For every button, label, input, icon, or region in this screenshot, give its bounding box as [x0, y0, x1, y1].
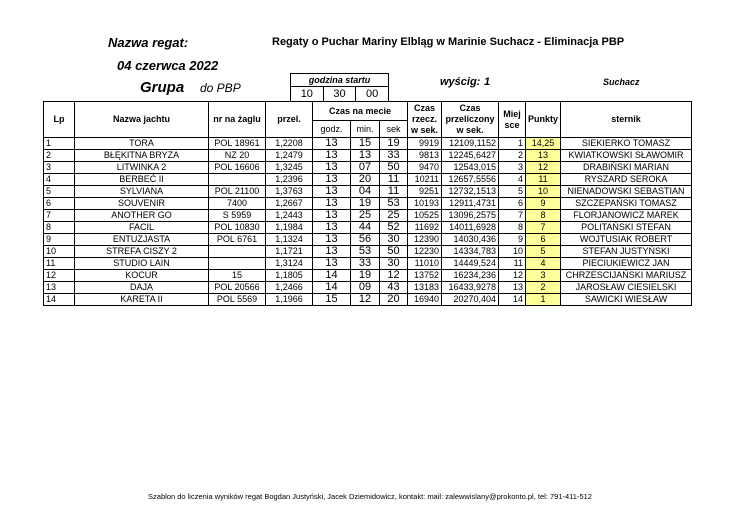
- row-helm: POLITAŃSKI STEFAN: [561, 222, 692, 234]
- row-lp: 4: [44, 174, 75, 186]
- row-yacht-name: BŁĘKITNA BRYZA: [75, 150, 209, 162]
- row-real-time: 11692: [408, 222, 442, 234]
- row-conversion: 1,2396: [266, 174, 313, 186]
- row-yacht-name: KARETA II: [75, 294, 209, 306]
- row-helm: SZCZEPAŃSKI TOMASZ: [561, 198, 692, 210]
- col-yacht-name: Nazwa jachtu: [75, 102, 209, 138]
- row-minutes: 53: [351, 246, 380, 258]
- row-conversion: 1,1324: [266, 234, 313, 246]
- row-sail-number: POL 5569: [209, 294, 266, 306]
- heat-number: 1: [484, 76, 491, 88]
- row-yacht-name: LITWINKA 2: [75, 162, 209, 174]
- row-place: 6: [499, 198, 526, 210]
- row-seconds: 25: [380, 210, 408, 222]
- row-lp: 11: [44, 258, 75, 270]
- col-corrected-time: Czas przeliczony w sek.: [442, 102, 499, 138]
- row-real-time: 13752: [408, 270, 442, 282]
- row-place: 9: [499, 234, 526, 246]
- row-helm: PIECIUKIEWICZ JAN: [561, 258, 692, 270]
- row-seconds: 43: [380, 282, 408, 294]
- row-minutes: 07: [351, 162, 380, 174]
- row-seconds: 50: [380, 246, 408, 258]
- row-real-time: 11010: [408, 258, 442, 270]
- row-real-time: 9251: [408, 186, 442, 198]
- row-yacht-name: SYLVIANA: [75, 186, 209, 198]
- row-place: 4: [499, 174, 526, 186]
- table-row: [44, 246, 692, 258]
- row-place: 14: [499, 294, 526, 306]
- row-corrected-time: 12911,4731: [442, 198, 499, 210]
- table-row: [44, 234, 692, 246]
- row-minutes: 15: [351, 138, 380, 150]
- row-conversion: 1,1984: [266, 222, 313, 234]
- table-row: [44, 174, 692, 186]
- race-name-label: Nazwa regat:: [108, 35, 189, 50]
- table-row: [44, 198, 692, 210]
- row-sail-number: [209, 246, 266, 258]
- col-place: Miej sce: [499, 102, 526, 138]
- row-hours: 13: [313, 210, 351, 222]
- col-time-on-course: Czas na mecie: [313, 102, 408, 121]
- row-conversion: 1,2466: [266, 282, 313, 294]
- row-corrected-time: 12109,1152: [442, 138, 499, 150]
- row-minutes: 12: [351, 294, 380, 306]
- row-helm: KWIATKOWSKI SŁAWOMIR: [561, 150, 692, 162]
- row-hours: 13: [313, 222, 351, 234]
- row-lp: 6: [44, 198, 75, 210]
- row-hours: 13: [313, 174, 351, 186]
- row-corrected-time: 16433,9278: [442, 282, 499, 294]
- row-yacht-name: SOUVENIR: [75, 198, 209, 210]
- row-sail-number: NZ 20: [209, 150, 266, 162]
- row-real-time: 12390: [408, 234, 442, 246]
- start-second: 00: [356, 87, 389, 102]
- table-row: [44, 150, 692, 162]
- row-place: 10: [499, 246, 526, 258]
- row-yacht-name: DAJA: [75, 282, 209, 294]
- start-time-label: godzina startu: [291, 74, 389, 87]
- row-sail-number: 15: [209, 270, 266, 282]
- row-hours: 15: [313, 294, 351, 306]
- row-lp: 5: [44, 186, 75, 198]
- row-sail-number: POL 6761: [209, 234, 266, 246]
- row-hours: 13: [313, 198, 351, 210]
- row-sail-number: [209, 174, 266, 186]
- row-hours: 14: [313, 282, 351, 294]
- table-row: [44, 138, 692, 150]
- row-real-time: 9813: [408, 150, 442, 162]
- col-real-time: Czas rzecz. w sek.: [408, 102, 442, 138]
- row-helm: SAWICKI WIESŁAW: [561, 294, 692, 306]
- row-points: 9: [526, 198, 561, 210]
- row-points: 1: [526, 294, 561, 306]
- race-date: 04 czerwca 2022: [117, 58, 219, 73]
- row-place: 1: [499, 138, 526, 150]
- footer-note: Szablon do liczenia wyników regat Bogdan Justyński, Jacek Dziemidowicz, kontakt: mail: zalewwislany@prokonto.pl, tel: 791-411-512: [148, 492, 592, 501]
- row-helm: SIEKIERKO TOMASZ: [561, 138, 692, 150]
- row-corrected-time: 14334,783: [442, 246, 499, 258]
- row-lp: 7: [44, 210, 75, 222]
- row-real-time: 10525: [408, 210, 442, 222]
- row-real-time: 13183: [408, 282, 442, 294]
- row-conversion: 1,1805: [266, 270, 313, 282]
- row-points: 4: [526, 258, 561, 270]
- row-points: 6: [526, 234, 561, 246]
- start-time-box: [290, 73, 389, 102]
- col-points: Punkty: [526, 102, 561, 138]
- row-yacht-name: ENTUZJASTA: [75, 234, 209, 246]
- group-label: Grupa: [140, 79, 185, 96]
- race-title: Regaty o Puchar Mariny Elbląg w Marinie Suchacz - Eliminacja PBP: [272, 36, 625, 48]
- row-seconds: 11: [380, 174, 408, 186]
- row-seconds: 30: [380, 258, 408, 270]
- row-yacht-name: BERBEĆ II: [75, 174, 209, 186]
- row-helm: RYSZARD SEROKA: [561, 174, 692, 186]
- row-sail-number: POL 21100: [209, 186, 266, 198]
- row-place: 5: [499, 186, 526, 198]
- row-helm: DRABIŃSKI MARIAN: [561, 162, 692, 174]
- row-hours: 13: [313, 186, 351, 198]
- table-row: [44, 270, 692, 282]
- row-sail-number: [209, 258, 266, 270]
- col-lp: Lp: [44, 102, 75, 138]
- row-real-time: 10211: [408, 174, 442, 186]
- row-helm: JAROSŁAW CIESIELSKI: [561, 282, 692, 294]
- row-yacht-name: ANOTHER GO: [75, 210, 209, 222]
- table-row: [44, 282, 692, 294]
- row-real-time: 12230: [408, 246, 442, 258]
- col-hours: godz.: [313, 121, 351, 138]
- row-lp: 2: [44, 150, 75, 162]
- row-lp: 3: [44, 162, 75, 174]
- row-seconds: 52: [380, 222, 408, 234]
- row-minutes: 44: [351, 222, 380, 234]
- row-sail-number: S 5959: [209, 210, 266, 222]
- row-real-time: 16940: [408, 294, 442, 306]
- row-hours: 14: [313, 270, 351, 282]
- row-place: 7: [499, 210, 526, 222]
- row-minutes: 20: [351, 174, 380, 186]
- location: Suchacz: [603, 77, 640, 87]
- row-conversion: 1,1721: [266, 246, 313, 258]
- row-sail-number: POL 16606: [209, 162, 266, 174]
- row-minutes: 04: [351, 186, 380, 198]
- row-corrected-time: 12732,1513: [442, 186, 499, 198]
- row-helm: FLORJANOWICZ MAREK: [561, 210, 692, 222]
- row-seconds: 30: [380, 234, 408, 246]
- row-points: 8: [526, 210, 561, 222]
- col-sail-number: nr na żaglu: [209, 102, 266, 138]
- row-hours: 13: [313, 150, 351, 162]
- table-row: [44, 222, 692, 234]
- row-points: 11: [526, 174, 561, 186]
- row-corrected-time: 12245,6427: [442, 150, 499, 162]
- row-seconds: 19: [380, 138, 408, 150]
- row-helm: CHRZESCIJAŃSKI MARIUSZ: [561, 270, 692, 282]
- row-hours: 13: [313, 162, 351, 174]
- row-sail-number: POL 20566: [209, 282, 266, 294]
- row-place: 11: [499, 258, 526, 270]
- row-helm: NIENADOWSKI SEBASTIAN: [561, 186, 692, 198]
- row-seconds: 33: [380, 150, 408, 162]
- row-lp: 9: [44, 234, 75, 246]
- row-lp: 12: [44, 270, 75, 282]
- row-corrected-time: 12657,5556: [442, 174, 499, 186]
- row-conversion: 1,1966: [266, 294, 313, 306]
- row-real-time: 10193: [408, 198, 442, 210]
- row-minutes: 19: [351, 270, 380, 282]
- row-points: 12: [526, 162, 561, 174]
- row-place: 12: [499, 270, 526, 282]
- row-yacht-name: FACIL: [75, 222, 209, 234]
- row-minutes: 56: [351, 234, 380, 246]
- row-corrected-time: 14030,436: [442, 234, 499, 246]
- row-lp: 14: [44, 294, 75, 306]
- row-conversion: 1,2208: [266, 138, 313, 150]
- row-helm: WOJTUSIAK ROBERT: [561, 234, 692, 246]
- row-points: 13: [526, 150, 561, 162]
- table-row: [44, 186, 692, 198]
- row-conversion: 1,3245: [266, 162, 313, 174]
- row-minutes: 13: [351, 150, 380, 162]
- row-lp: 1: [44, 138, 75, 150]
- row-place: 13: [499, 282, 526, 294]
- table-row: [44, 294, 692, 306]
- row-conversion: 1,3124: [266, 258, 313, 270]
- row-seconds: 50: [380, 162, 408, 174]
- row-yacht-name: STREFA CISZY 2: [75, 246, 209, 258]
- row-points: 3: [526, 270, 561, 282]
- row-sail-number: POL 10830: [209, 222, 266, 234]
- row-lp: 13: [44, 282, 75, 294]
- table-row: [44, 258, 692, 270]
- row-points: 10: [526, 186, 561, 198]
- row-points: 5: [526, 246, 561, 258]
- results-table: [43, 101, 692, 306]
- row-minutes: 33: [351, 258, 380, 270]
- row-helm: STEFAN JUSTYŃSKI: [561, 246, 692, 258]
- row-hours: 13: [313, 258, 351, 270]
- col-conversion: przel.: [266, 102, 313, 138]
- row-seconds: 20: [380, 294, 408, 306]
- row-minutes: 09: [351, 282, 380, 294]
- row-lp: 8: [44, 222, 75, 234]
- row-corrected-time: 20270,404: [442, 294, 499, 306]
- row-minutes: 19: [351, 198, 380, 210]
- row-corrected-time: 16234,236: [442, 270, 499, 282]
- table-row: [44, 210, 692, 222]
- row-corrected-time: 14449,524: [442, 258, 499, 270]
- row-points: 14,25: [526, 138, 561, 150]
- row-corrected-time: 14011,6928: [442, 222, 499, 234]
- row-place: 8: [499, 222, 526, 234]
- row-sail-number: 7400: [209, 198, 266, 210]
- row-sail-number: POL 18961: [209, 138, 266, 150]
- row-place: 3: [499, 162, 526, 174]
- table-row: [44, 162, 692, 174]
- row-yacht-name: TORA: [75, 138, 209, 150]
- group-value: do PBP: [200, 81, 241, 95]
- row-yacht-name: STUDIO LAIN: [75, 258, 209, 270]
- row-lp: 10: [44, 246, 75, 258]
- row-seconds: 53: [380, 198, 408, 210]
- col-helm: sternik: [561, 102, 692, 138]
- col-minutes: min.: [351, 121, 380, 138]
- row-conversion: 1,3763: [266, 186, 313, 198]
- row-real-time: 9470: [408, 162, 442, 174]
- row-hours: 13: [313, 138, 351, 150]
- row-minutes: 25: [351, 210, 380, 222]
- start-minute: 30: [323, 87, 356, 102]
- row-real-time: 9919: [408, 138, 442, 150]
- row-conversion: 1,2667: [266, 198, 313, 210]
- row-conversion: 1,2443: [266, 210, 313, 222]
- row-yacht-name: KOCUR: [75, 270, 209, 282]
- row-seconds: 12: [380, 270, 408, 282]
- col-seconds: sek: [380, 121, 408, 138]
- row-place: 2: [499, 150, 526, 162]
- heat-label: wyścig:: [440, 76, 481, 88]
- row-hours: 13: [313, 246, 351, 258]
- row-seconds: 11: [380, 186, 408, 198]
- row-points: 2: [526, 282, 561, 294]
- row-points: 7: [526, 222, 561, 234]
- row-conversion: 1,2479: [266, 150, 313, 162]
- row-corrected-time: 13096,2575: [442, 210, 499, 222]
- row-corrected-time: 12543,015: [442, 162, 499, 174]
- start-hour: 10: [291, 87, 324, 102]
- row-hours: 13: [313, 234, 351, 246]
